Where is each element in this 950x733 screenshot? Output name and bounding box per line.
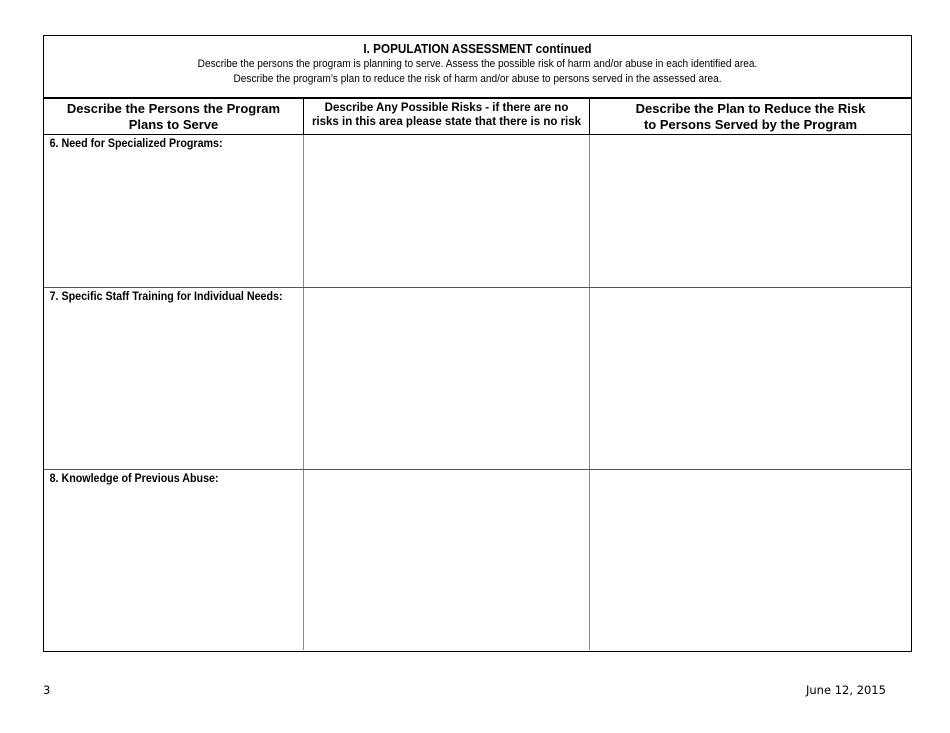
column-header-persons-line-1: Describe the Persons the Program — [66, 101, 281, 116]
form-instruction-2: Describe the program’s plan to reduce the risk of harm and/or abuse to persons served in the assessed area. — [233, 73, 722, 85]
column-header-plan-line-1: Describe the Plan to Reduce the Risk — [635, 101, 866, 116]
plan-cell-staff-training[interactable] — [589, 288, 911, 469]
column-header-risks — [303, 99, 589, 134]
plan-cell-previous-abuse[interactable] — [589, 470, 911, 650]
table-row-specialized-programs — [44, 135, 911, 288]
form-header — [44, 36, 911, 99]
column-header-plan-line-2: to Persons Served by the Program — [643, 117, 858, 132]
column-headers — [44, 99, 911, 135]
column-header-persons-line-2: Plans to Serve — [128, 117, 219, 132]
column-header-plan — [589, 99, 911, 134]
row-label-cell — [44, 470, 303, 650]
document-date: June 12, 2015 — [806, 683, 886, 697]
row-label-staff-training: 7. Specific Staff Training for Individual Needs: — [49, 291, 283, 303]
row-label-previous-abuse: 8. Knowledge of Previous Abuse: — [49, 473, 219, 485]
column-header-persons — [44, 99, 303, 134]
row-label-cell — [44, 288, 303, 469]
row-label-specialized-programs: 6. Need for Specialized Programs: — [49, 138, 223, 150]
row-label-cell — [44, 135, 303, 287]
form-instruction-1: Describe the persons the program is planning to serve. Assess the possible risk of harm and/or abuse in each identified area. — [197, 58, 758, 70]
column-header-risks-line-2: risks in this area please state that there is no risk — [311, 116, 582, 128]
table-row-staff-training — [44, 288, 911, 470]
form-title: I. POPULATION ASSESSMENT continued — [363, 41, 592, 56]
risks-cell-previous-abuse[interactable] — [303, 470, 589, 650]
table-row-previous-abuse — [44, 470, 911, 650]
risks-cell-specialized-programs[interactable] — [303, 135, 589, 287]
plan-cell-specialized-programs[interactable] — [589, 135, 911, 287]
column-header-risks-line-1: Describe Any Possible Risks - if there are no — [324, 102, 569, 114]
page-number: 3 — [43, 683, 51, 697]
risks-cell-staff-training[interactable] — [303, 288, 589, 469]
population-assessment-form — [43, 35, 912, 652]
